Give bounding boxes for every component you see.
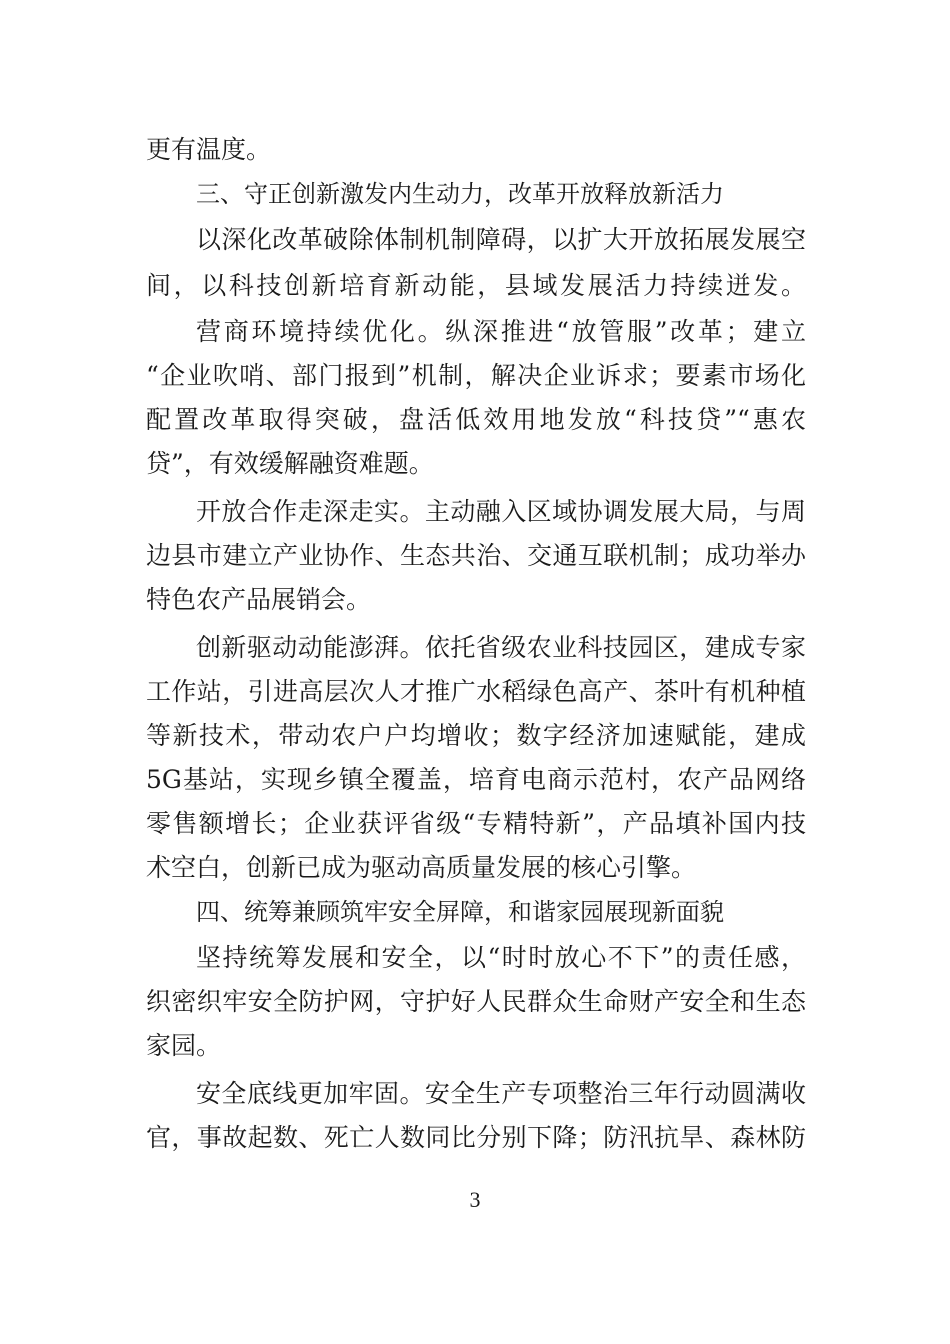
text-line: 间，以科技创新培育新动能，县域发展活力持续迸发。 bbox=[146, 271, 806, 300]
text-line: 以深化改革破除体制机制障碍，以扩大开放拓展发展空 bbox=[196, 225, 806, 254]
text-line: 安全底线更加牢固。安全生产专项整治三年行动圆满收 bbox=[196, 1079, 806, 1108]
text-line: 更有温度。 bbox=[146, 135, 272, 164]
text-line: 边县市建立产业协作、生态共治、交通互联机制；成功举办 bbox=[146, 541, 806, 570]
text-line: “企业吹哨、部门报到”机制，解决企业诉求；要素市场化 bbox=[146, 361, 806, 390]
text-line: 家园。 bbox=[146, 1031, 222, 1060]
text-line: 贷”，有效缓解融资难题。 bbox=[146, 449, 434, 478]
text-line: 织密织牢安全防护网，守护好人民群众生命财产安全和生态 bbox=[146, 987, 806, 1016]
text-line: 工作站，引进高层次人才推广水稻绿色高产、茶叶有机种植 bbox=[146, 677, 806, 706]
section-heading-3: 三、守正创新激发内生动力，改革开放释放新活力 bbox=[196, 180, 724, 208]
text-line: 特色农产品展销会。 bbox=[146, 585, 372, 614]
text-line: 创新驱动动能澎湃。依托省级农业科技园区，建成专家 bbox=[196, 633, 806, 662]
text-line: 开放合作走深走实。主动融入区域协调发展大局，与周 bbox=[196, 497, 806, 526]
text-line: 零售额增长；企业获评省级“专精特新”，产品填补国内技 bbox=[146, 809, 806, 838]
text-line: 配置改革取得突破，盘活低效用地发放“科技贷”“惠农 bbox=[146, 405, 806, 434]
text-line: 术空白，创新已成为驱动高质量发展的核心引擎。 bbox=[146, 853, 697, 882]
text-line: 5G基站，实现乡镇全覆盖，培育电商示范村，农产品网络 bbox=[146, 765, 806, 794]
page-number: 3 bbox=[469, 1187, 481, 1212]
text-line: 营商环境持续优化。纵深推进“放管服”改革；建立 bbox=[196, 317, 806, 346]
section-heading-4: 四、统筹兼顾筑牢安全屏障，和谐家园展现新面貌 bbox=[196, 898, 724, 926]
text-line: 坚持统筹发展和安全，以“时时放心不下”的责任感， bbox=[196, 943, 806, 972]
text-line: 官，事故起数、死亡人数同比分别下降；防汛抗旱、森林防 bbox=[146, 1123, 806, 1152]
text-line: 等新技术，带动农户户均增收；数字经济加速赋能，建成 bbox=[146, 721, 806, 750]
